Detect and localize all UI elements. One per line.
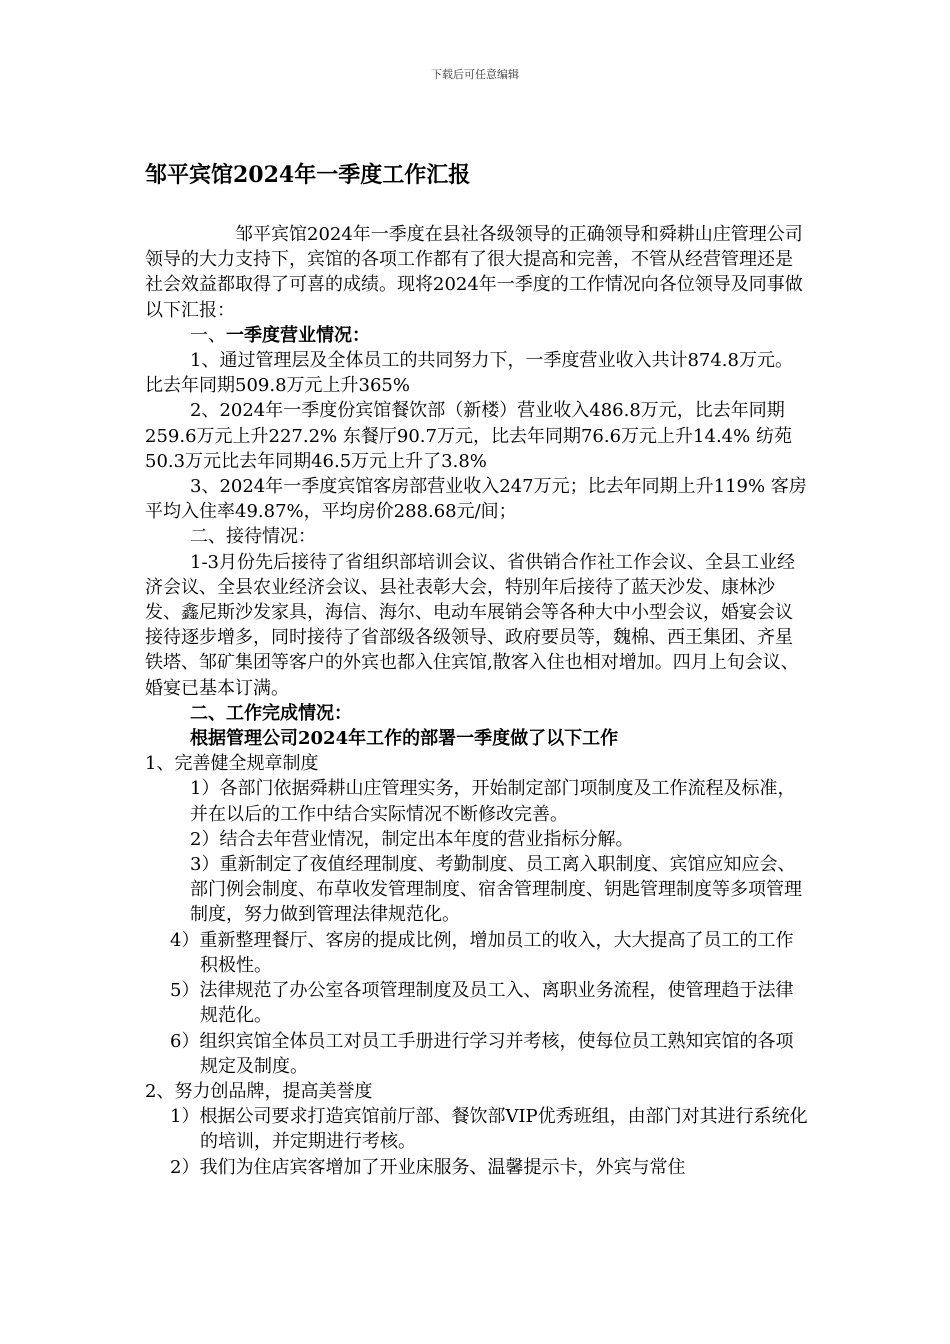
page-header: 下载后可任意编辑 [431, 68, 519, 81]
intro-paragraph: 邹平宾馆2024年一季度在县社各级领导的正确领导和舜耕山庄管理公司领导的大力支持下，宾馆的各项工作都有了很大提高和完善，不管从经营管理还是社会效益都取得了可喜的成绩。现将2024年一季度的工作情况向各位领导及同事做以下汇报： [145, 224, 803, 321]
item-1-6: 6）组织宾馆全体员工对员工手册进行学习并考核，使每位员工熟知宾馆的各项规定及制度。 [170, 1030, 794, 1077]
item-1-2: 2）结合去年营业情况，制定出本年度的营业指标分解。 [190, 828, 634, 850]
item-2-2: 2）我们为住店宾客增加了开业床服务、温馨提示卡，外宾与常住 [170, 1156, 686, 1178]
section-1-paragraph-2: 2、2024年一季度份宾馆餐饮部（新楼）营业收入486.8万元，比去年同期259.6万元上升227.2% 东餐厅90.7万元，比去年同期76.6万元上升14.4% 纺苑50.3万元比去年同期46.5万元上升了3.8% [145, 400, 792, 472]
item-1-4: 4）重新整理餐厅、客房的提成比例，增加员工的收入，大大提高了员工的工作积极性。 [170, 929, 794, 976]
section-1-paragraph-3: 3、2024年一季度宾馆客房部营业收入247万元；比去年同期上升119% 客房平均入住率49.87%，平均房价288.68元/间； [145, 476, 807, 523]
section-1-title: 一季度营业情况： [226, 324, 370, 346]
item-1-3: 3）重新制定了夜值经理制度、考勤制度、员工离入职制度、宾馆应知应会、部门例会制度、布草收发管理制度、宿舍管理制度、钥匙管理制度等多项管理制度，努力做到管理法律规范化。 [190, 854, 802, 926]
item-1-1: 1）各部门依据舜耕山庄管理实务，开始制定部门项制度及工作流程及标准， 并在以后的工作中结合实际情况不断修改完善。 [190, 778, 796, 825]
section-1-number: 一、 [190, 324, 226, 346]
item-1-5: 5）法律规范了办公室各项管理制度及员工入、离职业务流程，使管理趋于法律规范化。 [170, 980, 794, 1027]
item-2-1: 1）根据公司要求打造宾馆前厅部、餐饮部VIP优秀班组，由部门对其进行系统化的培训，并定期进行考核。 [170, 1106, 808, 1153]
section-3-subheading: 根据管理公司2024年工作的部署一季度做了以下工作 [190, 728, 619, 750]
document-body [145, 222, 810, 1180]
document-title: 邹平宾馆2024年一季度工作汇报 [145, 162, 471, 188]
section-1-heading [145, 323, 810, 348]
section-3-heading: 二、工作完成情况： [190, 702, 352, 724]
section-2-paragraph: 1-3月份先后接待了省组织部培训会议、省供销合作社工作会议、全县工业经济会议、全县农业经济会议、县社表彰大会，特别年后接待了蓝天沙发、康林沙发、鑫尼斯沙发家具，海信、海尔、电动车展销会等各种大中小型会议，婚宴会议接待逐步增多，同时接待了省部级各级领导、政府要员等，魏棉、西王集团、齐星铁塔、邹矿集团等客户的外宾也都入住宾馆,散客入住也相对增加。四月上旬会议、婚宴已基本订满。 [145, 551, 799, 699]
section-1-paragraph-1: 1、通过管理层及全体员工的共同努力下，一季度营业收入共计874.8万元。比去年同期509.8万元上升365% [145, 350, 793, 397]
item-2-heading: 2、努力创品牌，提高美誉度 [145, 1080, 373, 1102]
section-2-heading: 二、接待情况： [190, 526, 316, 548]
item-1-heading: 1、完善健全规章制度 [145, 753, 319, 775]
